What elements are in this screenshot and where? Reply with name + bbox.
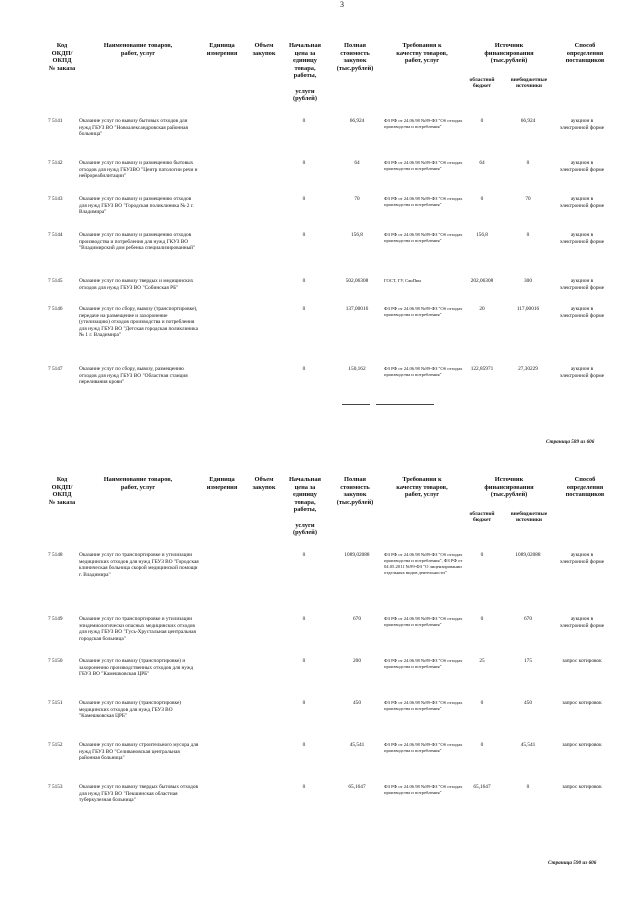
row-start-price: 0: [302, 232, 306, 238]
page-number: Страница 590 из 606: [548, 860, 597, 866]
header-source: Источник финансирования (тыс.рублей): [484, 476, 534, 499]
row-start-price: 0: [302, 278, 306, 284]
row-extrabudget: 450: [524, 700, 532, 706]
row-extrabudget: 117,00016: [516, 306, 540, 312]
signature-line: [376, 404, 434, 405]
row-total: 1089,02088: [344, 552, 370, 558]
row-name: Оказание услуг по вывозу (транспортировке) медицинских отходов для нужд ГБУЗ ВО "Камешковская ЦРБ": [79, 700, 182, 720]
row-name: Оказание услуг по транспортировке и утилизации эпидемиологически опасных медицинских отходов для нужд ГБУЗ ВО "Гусь-Хрустальная центральная городская больница": [79, 616, 196, 642]
row-name: Оказание услуг по вывозу твердых бытовых отходов для нужд ГБУЗ ВО "Пекшинская областная туберкулезная больница": [79, 784, 198, 804]
row-code: 7 5151: [48, 700, 63, 706]
row-name: Оказание услуг по вывозу и размещению отходов для нужд ГБУЗ ВО "Городская поликлиника № 2 г. Владимира": [79, 196, 194, 216]
row-start-price: 0: [302, 196, 306, 202]
row-code: 7 5145: [48, 278, 63, 284]
row-code: 7 5141: [48, 118, 63, 124]
header-unit: Единица измерения: [206, 42, 238, 57]
row-code: 7 5150: [48, 658, 63, 664]
row-code: 7 5148: [48, 552, 63, 558]
row-total: 137,00016: [345, 306, 369, 312]
row-requirements: ФЗ РФ от 24.06.98 №89-ФЗ "Об отходах производства и потребления": [384, 306, 463, 317]
row-start-price: 0: [302, 366, 306, 372]
row-regional-budget: 122,85971: [470, 366, 494, 372]
row-regional-budget: 0: [480, 742, 484, 748]
row-total: 150,162: [348, 366, 366, 372]
header-requirements: Требования к качеству товаров, работ, услуг: [396, 476, 448, 499]
header-name: Наименование товаров, работ, услуг: [103, 42, 173, 57]
row-start-price: 0: [302, 552, 306, 558]
row-regional-budget: 20: [479, 306, 485, 312]
header-method: Способ определения поставщиков: [565, 476, 605, 499]
row-requirements: ФЗ РФ от 24.06.98 №89-ФЗ "Об отходах производства и потребления": [384, 784, 463, 795]
row-extrabudget: 300: [524, 278, 532, 284]
row-name: Оказание услуг по сбору, вывозу, размещению отходов для нужд ГБУЗ ВО "Областная станция переливания крови": [79, 366, 188, 386]
row-regional-budget: 0: [480, 118, 484, 124]
row-method: запрос котировок: [562, 700, 602, 706]
row-regional-budget: 25: [479, 658, 485, 664]
row-code: 7 5153: [48, 784, 63, 790]
row-extrabudget: 45,541: [520, 742, 536, 748]
header-code: Код ОКДП/ ОКПД № заказа: [48, 476, 76, 506]
row-name: Оказание услуг по вывозу твердых и медицинских отходов для нужд ГБУЗ ВО "Собинская РБ": [79, 278, 194, 291]
header-source: Источник финансирования (тыс.рублей): [484, 42, 534, 65]
header-start-price: Начальная цена за единицу товара, работы, услуги (рублей): [288, 476, 322, 537]
row-method: аукцион в электронной форме: [559, 232, 605, 245]
row-requirements: ФЗ РФ от 24.06.98 №89-ФЗ "Об отходах производства и потребления": [384, 616, 463, 627]
row-extrabudget: 0: [526, 160, 530, 166]
row-name: Оказание услуг по сбору, вывозу (транспортировке), передаче на размещение и захоронение (утилизацию) отходов производства и потребления для нужд ГБУЗ ВО "Детская городская поликлиника № 1 г. Владимира": [79, 306, 198, 339]
page-number: Страница 589 из 606: [546, 439, 595, 445]
row-start-price: 0: [302, 616, 306, 622]
header-name: Наименование товаров, работ, услуг: [103, 476, 173, 491]
row-method: аукцион в электронной форме: [559, 278, 605, 291]
row-method: аукцион в электронной форме: [559, 366, 605, 379]
row-requirements: ФЗ РФ от 24.06.98 №89-ФЗ "Об отходах производства и потребления": [384, 118, 463, 129]
row-start-price: 0: [302, 306, 306, 312]
row-name: Оказание услуг по транспортировке и утилизации медицинских отходов для нужд ГБУЗ ВО "Городская клиническая больница скорой медицинской помощи г. Владимира": [79, 552, 199, 578]
row-start-price: 0: [302, 700, 306, 706]
row-method: аукцион в электронной форме: [559, 552, 605, 565]
row-method: запрос котировок: [562, 658, 602, 664]
row-start-price: 0: [302, 658, 306, 664]
row-requirements: ФЗ РФ от 24.06.98 №89-ФЗ "Об отходах производства и потребления": [384, 700, 463, 711]
row-extrabudget: 175: [524, 658, 532, 664]
row-method: аукцион в электронной форме: [559, 616, 605, 629]
row-method: аукцион в электронной форме: [559, 306, 605, 319]
header-method: Способ определения поставщиков: [565, 42, 605, 65]
row-requirements: ГОСТ, ГУ, СанПин: [384, 278, 421, 283]
header-requirements: Требования к качеству товаров, работ, услуг: [396, 42, 448, 65]
row-code: 7 5146: [48, 306, 63, 312]
row-total: 502,06308: [345, 278, 369, 284]
row-total: 64: [354, 160, 360, 166]
row-method: запрос котировок: [562, 742, 602, 748]
row-method: аукцион в электронной форме: [559, 118, 605, 131]
row-name: Оказание услуг по вывозу и размещению бытовых отходов для нужд ГБУЗВО "Центр патологии речи и нейрореабилитации": [79, 160, 198, 180]
row-start-price: 0: [302, 784, 306, 790]
row-total: 156,8: [351, 232, 363, 238]
header-extrabudget: внебюджетные источники: [510, 77, 548, 90]
signature-line: [342, 404, 370, 405]
row-code: 7 5142: [48, 160, 63, 166]
row-regional-budget: 0: [480, 700, 484, 706]
header-start-price: Начальная цена за единицу товара, работы, услуги (рублей): [288, 42, 322, 103]
header-regional: областной бюджет: [469, 77, 495, 90]
row-code: 7 5147: [48, 366, 63, 372]
row-name: Оказание услуг по вывозу (транспортировке) и захоронению производственных отходов для нужд ГБУЗ ВО "Камешковская ЦРБ": [79, 658, 194, 678]
row-method: аукцион в электронной форме: [559, 196, 605, 209]
row-code: 7 5152: [48, 742, 63, 748]
header-code: Код ОКДП/ ОКПД № заказа: [48, 42, 76, 72]
row-regional-budget: 0: [480, 196, 484, 202]
page-mark: 3: [340, 0, 344, 9]
row-requirements: ФЗ РФ от 24.06.98 №89-ФЗ "Об отходах производства и потребления": [384, 658, 463, 669]
row-total: 200: [353, 658, 361, 664]
row-start-price: 0: [302, 160, 306, 166]
row-regional-budget: 0: [480, 552, 484, 558]
row-regional-budget: 156,8: [476, 232, 488, 238]
header-extrabudget: внебюджетные источники: [510, 511, 548, 524]
row-requirements: ФЗ РФ от 24.06.98 №89-ФЗ "Об отходах производства и потребления", ФЗ РФ от 04.05.2011 №99-ФЗ "О лицензировании отдельных видов деятельности": [384, 552, 463, 575]
row-extrabudget: 0: [526, 784, 530, 790]
row-requirements: ФЗ РФ от 24.06.98 №89-ФЗ "Об отходах производства и потребления": [384, 160, 463, 171]
header-volume: Объем закупок: [252, 42, 276, 57]
header-regional: областной бюджет: [469, 511, 495, 524]
row-start-price: 0: [302, 742, 306, 748]
row-total: 66,924: [349, 118, 365, 124]
row-regional-budget: 64: [479, 160, 485, 166]
row-code: 7 5144: [48, 232, 63, 238]
row-requirements: ФЗ РФ от 24.06.98 №89-ФЗ "Об отходах производства и потребления": [384, 742, 463, 753]
row-start-price: 0: [302, 118, 306, 124]
row-name: Оказание услуг по вывозу и размещению отходов производства и потребления для нужд ГКУЗ ВО "Владимирский дом ребенка специализированный": [79, 232, 196, 252]
row-extrabudget: 70: [525, 196, 531, 202]
row-code: 7 5149: [48, 616, 63, 622]
row-regional-budget: 202,06308: [470, 278, 494, 284]
header-total: Полная стоимость закупок (тыс.рублей): [336, 476, 374, 506]
row-extrabudget: 0: [526, 232, 530, 238]
row-requirements: ФЗ РФ от 24.06.98 №89-ФЗ "Об отходах производства и потребления": [384, 196, 463, 207]
row-total: 70: [354, 196, 360, 202]
header-volume: Объем закупок: [252, 476, 276, 491]
header-total: Полная стоимость закупок (тыс.рублей): [336, 42, 374, 72]
row-extrabudget: 27,30229: [518, 366, 538, 372]
header-unit: Единица измерения: [206, 476, 238, 491]
row-name: Оказание услуг по вывозу бытовых отходов для нужд ГБУЗ ВО "Новоалександровская районная больница": [79, 118, 188, 138]
row-requirements: ФЗ РФ от 24.06.98 №89-ФЗ "Об отходах производства и потребления": [384, 232, 463, 243]
row-regional-budget: 65,1647: [473, 784, 491, 790]
row-method: запрос котировок: [562, 784, 602, 790]
row-total: 45,541: [349, 742, 365, 748]
row-extrabudget: 66,924: [520, 118, 536, 124]
row-total: 450: [353, 700, 361, 706]
row-requirements: ФЗ РФ от 24.06.98 №89-ФЗ "Об отходах производства и потребления": [384, 366, 463, 377]
row-total: 670: [353, 616, 361, 622]
row-name: Оказание услуг по вывозу строительного мусора для нужд ГБУЗ ВО "Селивановская центральная районная больница": [79, 742, 199, 762]
row-extrabudget: 1089,02088: [515, 552, 541, 558]
row-method: аукцион в электронной форме: [559, 160, 605, 173]
row-total: 65,1647: [348, 784, 366, 790]
row-code: 7 5143: [48, 196, 63, 202]
row-extrabudget: 670: [524, 616, 532, 622]
row-regional-budget: 0: [480, 616, 484, 622]
